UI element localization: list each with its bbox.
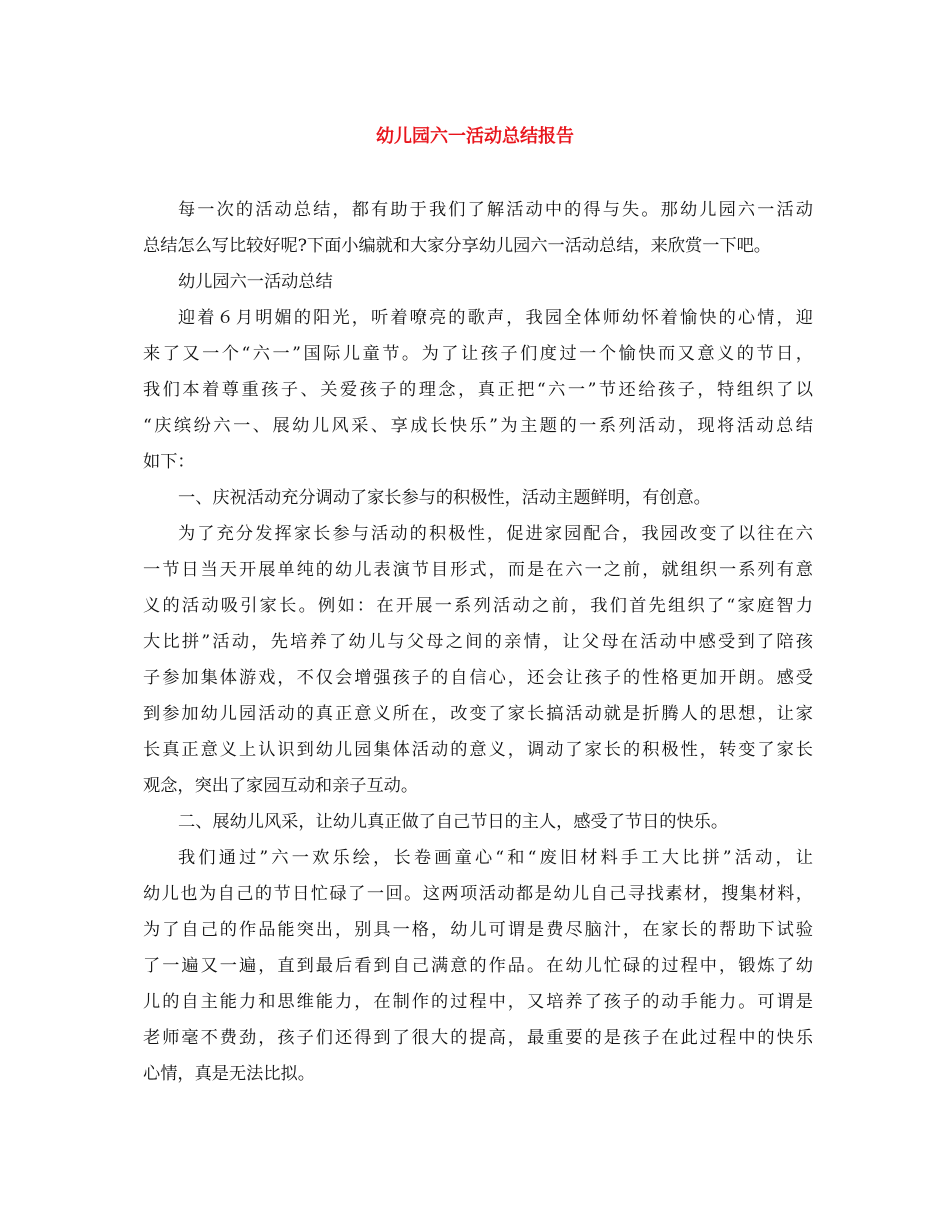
text-line: 二、展幼儿风采，让幼儿真正做了自己节日的主人，感受了节日的快乐。 [178,812,729,832]
text-line: 来了又一个“六一”国际儿童节。为了让孩子们度过一个愉快而又意义的节日， [143,344,813,364]
text-line: “庆缤纷六一、展幼儿风采、享成长快乐”为主题的一系列活动，现将活动总结 [143,416,813,436]
text-line: 大比拼”活动，先培养了幼儿与父母之间的亲情，让父母在活动中感受到了陪孩 [143,632,813,652]
text-line: 子参加集体游戏，不仅会增强孩子的自信心，还会让孩子的性格更加开朗。感受 [143,668,813,688]
text-line: 我们通过”六一欢乐绘，长卷画童心“和“废旧材料手工大比拼”活动，让 [178,848,813,868]
text-line: 我们本着尊重孩子、关爱孩子的理念，真正把“六一”节还给孩子，特组织了以 [143,380,813,400]
text-line: 到参加幼儿园活动的真正意义所在，改变了家长搞活动就是折腾人的思想，让家 [143,704,813,724]
text-line: 义的活动吸引家长。例如：在开展一系列活动之前，我们首先组织了“家庭智力 [143,596,813,616]
text-line: 每一次的活动总结，都有助于我们了解活动中的得与失。那幼儿园六一活动 [178,200,813,220]
text-line: 幼儿园六一活动总结 [178,272,333,292]
text-line: 迎着６月明媚的阳光，听着嘹亮的歌声，我园全体师幼怀着愉快的心情，迎 [178,308,813,328]
text-line: 老师毫不费劲，孩子们还得到了很大的提高，最重要的是孩子在此过程中的快乐 [143,1028,813,1048]
text-line: 长真正意义上认识到幼儿园集体活动的意义，调动了家长的积极性，转变了家长 [143,740,813,760]
text-line: 为了自己的作品能突出，别具一格，幼儿可谓是费尽脑汁，在家长的帮助下试验 [143,920,813,940]
text-line: 儿的自主能力和思维能力，在制作的过程中，又培养了孩子的动手能力。可谓是 [143,992,813,1012]
text-line: 为了充分发挥家长参与活动的积极性，促进家园配合，我园改变了以往在六 [178,524,813,544]
text-line: 了一遍又一遍，直到最后看到自己满意的作品。在幼儿忙碌的过程中，锻炼了幼 [143,956,813,976]
document-title: 幼儿园六一活动总结报告 [376,126,574,147]
document-body [143,192,813,1092]
text-line: 一节日当天开展单纯的幼儿表演节目形式，而是在六一之前，就组织一系列有意 [143,560,813,580]
text-line: 一、庆祝活动充分调动了家长参与的积极性，活动主题鲜明，有创意。 [178,488,711,508]
text-line: 如下： [143,452,195,472]
text-line: 总结怎么写比较好呢?下面小编就和大家分享幼儿园六一活动总结，来欣赏一下吧。 [143,236,771,256]
text-line: 幼儿也为自己的节日忙碌了一回。这两项活动都是幼儿自己寻找素材，搜集材料， [143,884,813,904]
text-line: 观念，突出了家园互动和亲子互动。 [143,776,419,796]
text-line: 心情，真是无法比拟。 [143,1064,315,1084]
